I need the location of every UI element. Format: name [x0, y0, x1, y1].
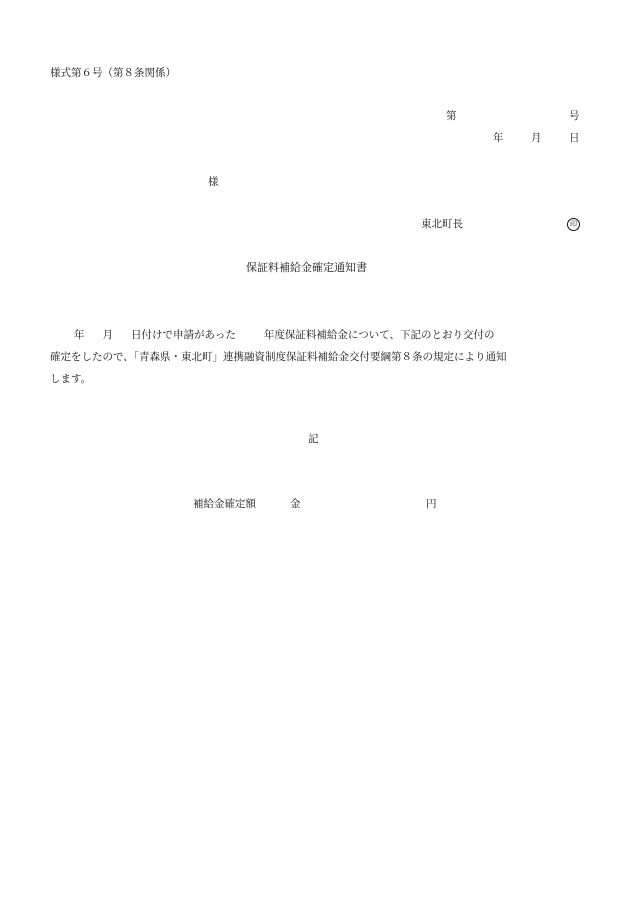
- ki-heading: 記: [308, 433, 319, 445]
- seal-icon: 印: [567, 218, 580, 231]
- addressee-suffix: 様: [208, 176, 219, 188]
- body-line-2: 確定をしたので、「青森県・東北町」連携融資制度保証料補給金交付要綱第８条の規定により通知: [50, 351, 507, 363]
- date-month-label: 月: [531, 132, 542, 144]
- document-number-prefix: 第: [446, 110, 457, 122]
- document-number-suffix: 号: [569, 110, 580, 122]
- body-line-3: します。: [50, 373, 92, 385]
- body-month: 月: [102, 329, 113, 341]
- issuer-name: 東北町長: [421, 218, 463, 230]
- body-day-text: 日付けで申請があった: [131, 329, 236, 341]
- date-year-label: 年: [493, 132, 504, 144]
- date-day-label: 日: [569, 132, 580, 144]
- document-title: 保証料補給金確定通知書: [246, 261, 367, 274]
- body-line-1: [50, 324, 581, 346]
- body-rest-line-1: 年度保証料補給金について、下記のとおり交付の: [263, 329, 495, 341]
- amount-en: 円: [426, 498, 437, 510]
- amount-kin: 金: [290, 498, 301, 510]
- body-year: 年: [74, 329, 85, 341]
- body-paragraph: [50, 324, 581, 390]
- amount-label: 補給金確定額: [193, 498, 256, 510]
- form-number: 様式第６号（第８条関係）: [50, 67, 176, 79]
